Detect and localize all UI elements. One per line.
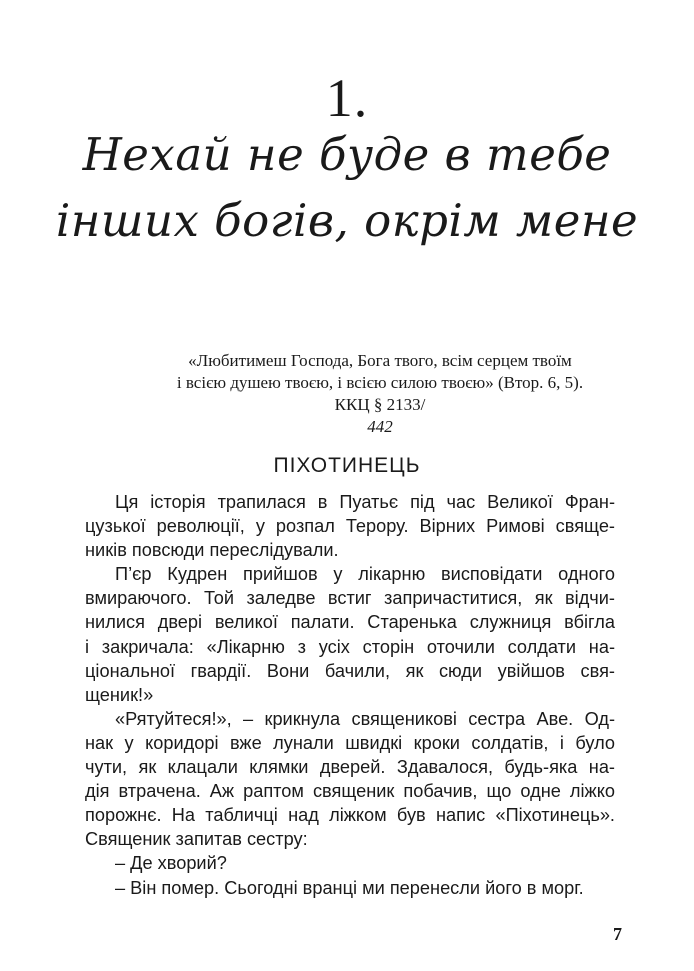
text-line: цузької революції, у розпал Терору. Вірних Римові свяще-: [85, 516, 615, 537]
section-title: ПІХОТИНЕЦЬ: [273, 454, 421, 477]
text-line: і закричала: «Лікарню з усіх сторін оточили солдати на-: [85, 636, 615, 657]
text-line: П’єр Кудрен прийшов у лікарню висповідати одного: [115, 564, 615, 585]
dialogue-line: – Де хворий?: [115, 853, 227, 874]
text-line: нилися двері великої палати. Старенька служниця вбігла: [85, 612, 615, 633]
text-line: «Рятуйтеся!», – крикнула священикові сестра Аве. Од-: [115, 708, 615, 729]
text-line: вмираючого. Той заледве встиг запричаститися, як відчи-: [85, 588, 615, 609]
epigraph-line: і всією душею твоєю, і всією силою твоєю» (Втор. 6, 5).: [176, 373, 584, 392]
text-line: порожнє. На табличці над ліжком був напис «Піхотинець».: [85, 805, 615, 826]
text-line: щеник!»: [85, 684, 154, 705]
page-number: 7: [613, 924, 622, 944]
epigraph: [120, 350, 640, 438]
text-line: Ця історія трапилася в Пуатьє під час Великої Фран-: [115, 492, 615, 512]
story-text: [85, 490, 615, 900]
chapter-title-line: інших богів, окрім мене: [55, 194, 639, 247]
text-line: чути, як клацали клямки дверей. Здавалося, будь-яка на-: [85, 757, 615, 778]
epigraph-line: «Любитимеш Господа, Бога твого, всім серцем твоїм: [188, 351, 572, 370]
chapter-title: [0, 122, 694, 254]
text-line: нак у коридорі вже лунали швидкі кроки солдатів, і було: [85, 732, 615, 753]
epigraph-reference: ККЦ § 2133/ 442: [334, 395, 426, 436]
chapter-number: 1.: [325, 68, 369, 128]
text-line: дія втрачена. Аж раптом священик побачив, що одне ліжко: [85, 781, 615, 802]
text-line: ників повсюди переслідували.: [85, 540, 339, 561]
text-line: Священик запитав сестру:: [85, 829, 308, 850]
text-line: ціональної гвардії. Вони бачили, як сюди увійшов свя-: [85, 660, 615, 681]
chapter-title-line: Нехай не буде в тебе: [82, 128, 612, 181]
dialogue-line: – Він помер. Сьогодні вранці ми перенесли його в морг.: [115, 877, 584, 898]
